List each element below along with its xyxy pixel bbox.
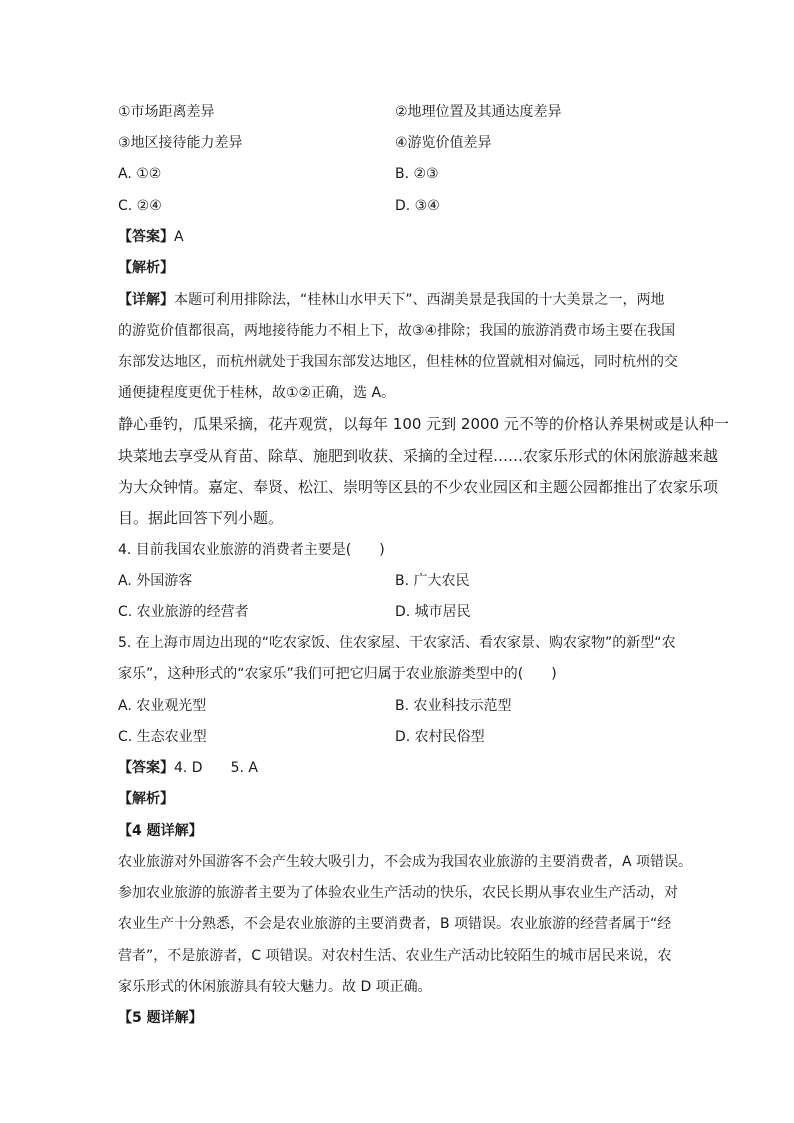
passage-line-2: 块菜地去享受从育苗、除草、施肥到收获、采摘的全过程……农家乐形式的休闲旅游越来越 bbox=[118, 447, 719, 465]
answer-value: A bbox=[174, 229, 184, 245]
q4-detail-line-1: 农业旅游对外国游客不会产生较大吸引力，不会成为我国农业旅游的主要消费者，A 项错误。 bbox=[118, 854, 693, 870]
question-5-stem-line-1: 5. 在上海市周边出现的“吃农家饭、住农家屋、干农家活、看农家景、购农家物”的新型“农 bbox=[118, 635, 676, 651]
q4-choice-c: C. 农业旅游的经营者 bbox=[118, 604, 249, 620]
answers-45-value: 4. D 5. A bbox=[174, 760, 258, 776]
detail-line-1 bbox=[118, 290, 665, 310]
q5-choice-c: C. 生态农业型 bbox=[118, 729, 207, 745]
analysis-tag: 【解析】 bbox=[118, 260, 174, 276]
q4-detail-line-2: 参加农业旅游的旅游者主要为了体验农业生产活动的快乐，农民长期从事农业生产活动，对 bbox=[118, 885, 678, 901]
q4-choice-d: D. 城市居民 bbox=[395, 604, 471, 620]
option-2: ②地理位置及其通达度差异 bbox=[395, 104, 562, 120]
choice-c: C. ②④ bbox=[118, 198, 162, 214]
question-4-stem: 4. 目前我国农业旅游的消费者主要是( ) bbox=[118, 542, 385, 558]
passage-line-4: 目。据此回答下列小题。 bbox=[118, 509, 284, 527]
q4-choice-a: A. 外国游客 bbox=[118, 573, 193, 589]
q4-detail-line-5: 家乐形式的休闲旅游具有较大魅力。故 D 项正确。 bbox=[118, 979, 432, 995]
choice-b: B. ②③ bbox=[395, 166, 439, 182]
answers-45-line bbox=[118, 758, 258, 778]
option-4: ④游览价值差异 bbox=[395, 135, 492, 151]
answer-tag: 【答案】 bbox=[118, 229, 174, 245]
analysis-45-tag: 【解析】 bbox=[118, 791, 174, 807]
detail-line-2: 的游览价值都很高，两地接待能力不相上下，故③④排除；我国的旅游消费市场主要在我国 bbox=[118, 323, 676, 339]
answer-line bbox=[118, 227, 184, 247]
detail-tag: 【详解】 bbox=[118, 292, 174, 308]
answers-45-tag: 【答案】 bbox=[118, 760, 174, 776]
question-5-stem-line-2: 家乐”，这种形式的“农家乐”我们可把它归属于农业旅游类型中的( ) bbox=[118, 666, 557, 682]
q5-choice-b: B. 农业科技示范型 bbox=[395, 698, 512, 714]
detail-line-4: 通便捷程度更优于桂林，故①②正确，选 A。 bbox=[118, 385, 396, 401]
q5-detail-tag: 【5 题详解】 bbox=[118, 1010, 203, 1026]
q4-detail-tag: 【4 题详解】 bbox=[118, 823, 203, 839]
detail-line-3: 东部发达地区，而杭州就处于我国东部发达地区，但桂林的位置就相对偏远，同时杭州的交 bbox=[118, 354, 678, 370]
passage-line-3: 为大众钟情。嘉定、奉贤、松江、崇明等区县的不少农业园区和主题公园都推出了农家乐项 bbox=[118, 478, 719, 496]
q5-choice-a: A. 农业观光型 bbox=[118, 698, 207, 714]
q5-choice-d: D. 农村民俗型 bbox=[395, 729, 485, 745]
passage-line-1: 静心垂钓，瓜果采摘，花卉观赏，以每年 100 元到 2000 元不等的价格认养果树或是认种一 bbox=[118, 415, 729, 433]
q4-detail-line-3: 农业生产十分熟悉，不会是农业旅游的主要消费者，B 项错误。农业旅游的经营者属于“经 bbox=[118, 916, 672, 932]
q4-detail-line-4: 营者”，不是旅游者，C 项错误。对农村生活、农业生产活动比较陌生的城市居民来说，农 bbox=[118, 948, 672, 964]
option-1: ①市场距离差异 bbox=[118, 104, 215, 120]
choice-a: A. ①② bbox=[118, 166, 162, 182]
option-3: ③地区接待能力差异 bbox=[118, 135, 243, 151]
q4-choice-b: B. 广大农民 bbox=[395, 573, 470, 589]
choice-d: D. ③④ bbox=[395, 198, 440, 214]
detail-text: 本题可利用排除法，“桂林山水甲天下”、西湖美景是我国的十大美景之一，两地 bbox=[174, 292, 665, 308]
